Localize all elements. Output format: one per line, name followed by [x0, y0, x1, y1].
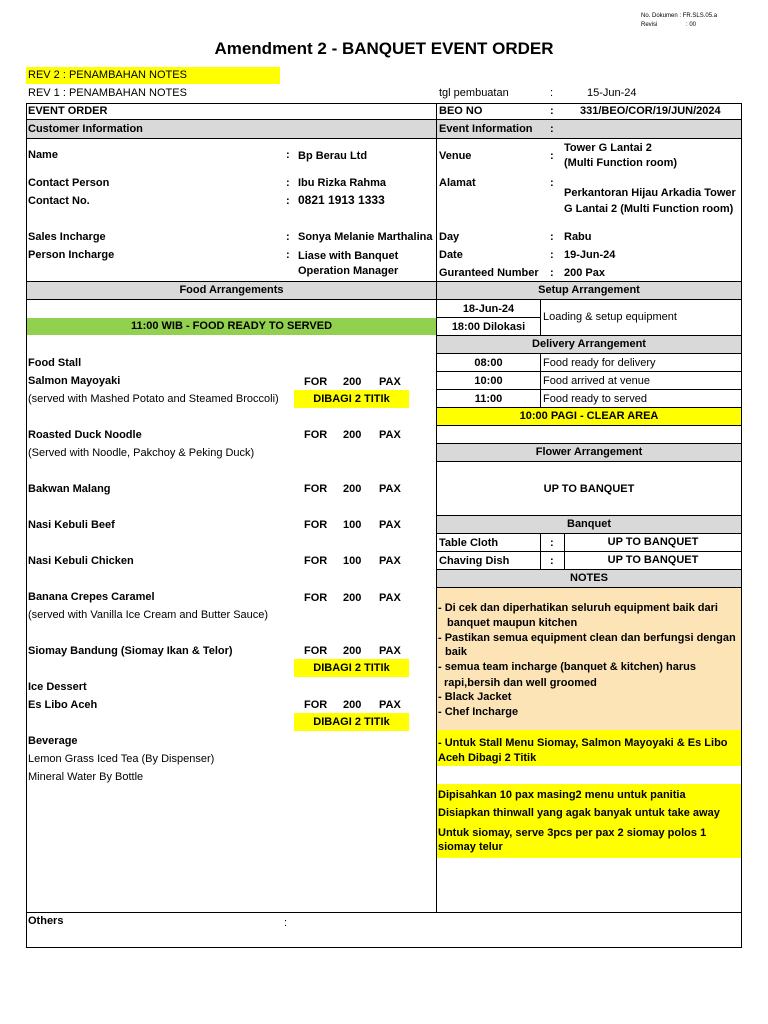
pax-label: PAX — [379, 592, 401, 604]
venue-value-2: (Multi Function room) — [564, 157, 678, 169]
dibagi-badge: DIBAGI 2 TITIk — [313, 393, 390, 405]
beverage-label: Beverage — [28, 735, 78, 747]
note-line: banquet maupun kitchen — [447, 617, 578, 629]
for-label: FOR — [304, 376, 328, 388]
sales-label: Sales Incharge — [28, 231, 106, 243]
alamat-label: Alamat — [439, 177, 476, 189]
menu-item-name: Nasi Kebuli Chicken — [28, 555, 134, 567]
colon: : — [286, 149, 290, 161]
clear-area: 10:00 PAGI - CLEAR AREA — [519, 410, 659, 422]
pax-label: PAX — [379, 376, 401, 388]
delivery-label: Delivery Arrangement — [532, 338, 646, 350]
menu-item-name: Es Libo Aceh — [28, 699, 98, 711]
pax-label: PAX — [379, 483, 401, 495]
colon: : — [286, 177, 290, 189]
menu-item-desc: (served with Vanilla Ice Cream and Butter Sauce) — [28, 609, 269, 621]
for-label: FOR — [304, 519, 328, 531]
delivery-time: 11:00 — [474, 393, 503, 405]
doc-number: No. Dokumen : FR.SLS.05.a — [641, 13, 718, 19]
rev2-text: REV 2 : PENAMBAHAN NOTES — [28, 69, 187, 81]
menu-item-qty: 100 — [343, 519, 362, 531]
name-value: Bp Berau Ltd — [298, 150, 368, 162]
guaranteed-value: 200 Pax — [564, 267, 605, 279]
pax-label: PAX — [379, 429, 401, 441]
menu-item-qty: 200 — [343, 592, 362, 604]
colon: : — [286, 249, 290, 261]
notes-extra-line: Untuk siomay, serve 3pcs per pax 2 siomay polos 1 — [438, 827, 707, 839]
pax-label: PAX — [379, 555, 401, 567]
alamat-value-2: G Lantai 2 (Multi Function room) — [564, 203, 734, 215]
menu-item-qty: 200 — [343, 429, 362, 441]
for-label: FOR — [304, 429, 328, 441]
setup-date: 18-Jun-24 — [462, 303, 515, 315]
colon: : — [286, 231, 290, 243]
sales-value: Sonya Melanie Marthalina — [298, 231, 433, 243]
contact-no-label: Contact No. — [28, 195, 90, 207]
others-colon: : — [284, 917, 288, 929]
rev1-text: REV 1 : PENAMBAHAN NOTES — [28, 87, 187, 99]
for-label: FOR — [304, 699, 328, 711]
revisi-label: Revisi — [641, 22, 658, 28]
note-line: - Di cek dan diperhatikan seluruh equipment baik dari — [438, 602, 718, 614]
ice-dessert-label: Ice Dessert — [28, 681, 87, 693]
venue-label: Venue — [439, 150, 472, 162]
page-title: Amendment 2 - BANQUET EVENT ORDER — [214, 39, 554, 58]
delivery-desc: Food arrived at venue — [543, 375, 651, 387]
person-label: Person Incharge — [28, 249, 115, 261]
menu-item-name: Nasi Kebuli Beef — [28, 519, 115, 531]
pax-label: PAX — [379, 699, 401, 711]
dibagi-badge: DIBAGI 2 TITIk — [313, 662, 390, 674]
dibagi-badge: DIBAGI 2 TITIk — [313, 716, 390, 728]
tgl-label: tgl pembuatan — [439, 87, 509, 99]
banquet-row-value: UP TO BANQUET — [607, 554, 699, 566]
tgl-value: 15-Jun-24 — [587, 87, 637, 99]
day-label: Day — [439, 231, 460, 243]
colon: : — [550, 267, 554, 279]
colon: : — [550, 177, 554, 189]
for-label: FOR — [304, 592, 328, 604]
note-line: - Chef Incharge — [438, 706, 519, 718]
contact-no-value: 0821 1913 1333 — [298, 193, 385, 207]
banquet-row-value: UP TO BANQUET — [607, 536, 699, 548]
menu-item-qty: 200 — [343, 699, 362, 711]
colon: : — [550, 150, 554, 162]
beverage-item: Mineral Water By Bottle — [28, 771, 144, 783]
colon: : — [550, 537, 554, 549]
for-label: FOR — [304, 483, 328, 495]
pax-label: PAX — [379, 645, 401, 657]
menu-item-name: Salmon Mayoyaki — [28, 375, 121, 387]
menu-item-name: Bakwan Malang — [28, 483, 111, 495]
pax-label: PAX — [379, 519, 401, 531]
beo-no-colon: : — [550, 105, 554, 117]
note-line: - Pastikan semua equipment clean dan berfungsi dengan — [438, 632, 736, 644]
menu-item-qty: 200 — [343, 645, 362, 657]
menu-item-desc: (Served with Noodle, Pakchoy & Peking Duck) — [28, 447, 255, 459]
flower-label: Flower Arrangement — [535, 446, 643, 458]
menu-item-name: Roasted Duck Noodle — [28, 429, 142, 441]
menu-item-name: Banana Crepes Caramel — [28, 591, 155, 603]
note-line: baik — [445, 646, 468, 658]
note-line: rapi,bersih dan well groomed — [444, 677, 597, 689]
menu-item-qty: 200 — [343, 483, 362, 495]
event-info-label: Event Information — [439, 123, 533, 135]
food-arrangements-label: Food Arrangements — [179, 284, 284, 296]
beo-no-label: BEO NO — [439, 105, 483, 117]
customer-info-label: Customer Information — [28, 123, 143, 135]
person-value-2: Operation Manager — [298, 265, 399, 277]
menu-item-desc: (served with Mashed Potato and Steamed Broccoli) — [28, 393, 279, 405]
beo-no-value: 331/BEO/COR/19/JUN/2024 — [580, 105, 721, 117]
food-stall-label: Food Stall — [28, 357, 82, 369]
date-label: Date — [439, 249, 463, 261]
venue-value-1: Tower G Lantai 2 — [564, 142, 652, 154]
notes-label: NOTES — [570, 572, 608, 584]
delivery-desc: Food ready for delivery — [543, 357, 656, 369]
menu-item-qty: 100 — [343, 555, 362, 567]
revisi-value: : 00 — [686, 22, 697, 28]
menu-item-qty: 200 — [343, 376, 362, 388]
banquet-label: Banquet — [567, 518, 611, 530]
food-ready-banner: 11:00 WIB - FOOD READY TO SERVED — [130, 320, 333, 332]
person-value-1: Liase with Banquet — [298, 250, 399, 262]
date-value: 19-Jun-24 — [564, 249, 616, 261]
delivery-time: 10:00 — [474, 375, 503, 387]
name-label: Name — [28, 149, 58, 161]
for-label: FOR — [304, 645, 328, 657]
flower-value: UP TO BANQUET — [543, 483, 635, 495]
colon: : — [286, 195, 290, 207]
notes-stall-line: Aceh Dibagi 2 Titik — [438, 752, 537, 764]
setup-arrangement-label: Setup Arrangement — [538, 284, 640, 296]
for-label: FOR — [304, 555, 328, 567]
notes-extra-line: siomay telur — [438, 841, 503, 853]
day-value: Rabu — [564, 231, 592, 243]
note-line: - Black Jacket — [438, 691, 512, 703]
guaranteed-label: Guranteed Number — [439, 267, 539, 279]
banquet-row-label: Table Cloth — [439, 537, 499, 549]
delivery-desc: Food ready to served — [543, 393, 647, 405]
others-label: Others — [28, 915, 64, 927]
contact-person-value: Ibu Rizka Rahma — [298, 177, 387, 189]
alamat-value-1: Perkantoran Hijau Arkadia Tower — [564, 187, 736, 199]
banquet-row-label: Chaving Dish — [439, 555, 510, 567]
delivery-time: 08:00 — [474, 357, 503, 369]
colon: : — [550, 231, 554, 243]
beverage-item: Lemon Grass Iced Tea (By Dispenser) — [28, 753, 215, 765]
menu-item-name: Siomay Bandung (Siomay Ikan & Telor) — [28, 645, 233, 657]
setup-time: 18:00 Dilokasi — [451, 321, 526, 333]
notes-extra-line: Disiapkan thinwall yang agak banyak untuk take away — [438, 807, 720, 819]
note-line: - semua team incharge (banquet & kitchen) harus — [438, 661, 696, 673]
setup-desc: Loading & setup equipment — [543, 311, 677, 323]
notes-extra-line: Dipisahkan 10 pax masing2 menu untuk panitia — [438, 789, 686, 801]
notes-stall-line: - Untuk Stall Menu Siomay, Salmon Mayoyaki & Es Libo — [438, 737, 728, 749]
tgl-colon: : — [550, 87, 554, 99]
event-info-colon: : — [550, 123, 554, 135]
event-order-label: EVENT ORDER — [28, 105, 108, 117]
colon: : — [550, 249, 554, 261]
contact-person-label: Contact Person — [28, 177, 110, 189]
colon: : — [550, 555, 554, 567]
